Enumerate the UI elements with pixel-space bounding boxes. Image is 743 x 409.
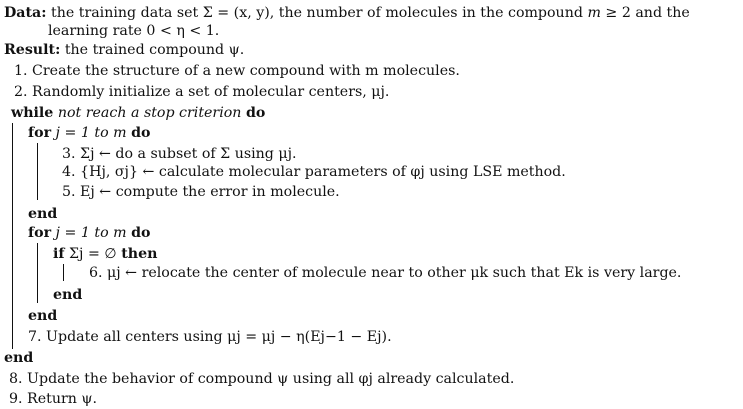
data-text-end: ≥ 2 and the <box>600 5 690 21</box>
result-line <box>4 41 244 59</box>
step-3: 3. Σj ← do a subset of Σ using μj. <box>62 146 297 162</box>
if-line <box>53 245 157 263</box>
step-4: 4. {Hj, σj} ← calculate molecular parameters of φj using LSE method. <box>62 164 566 180</box>
while-keyword: while <box>11 105 54 121</box>
while-condition: not reach a stop criterion <box>53 105 246 121</box>
step-6: 6. μj ← relocate the center of molecule near to other μk such that Ek is very large. <box>89 265 682 281</box>
step-2: 2. Randomly initialize a set of molecular centers, μj. <box>14 84 390 100</box>
if-keyword: if <box>53 246 65 262</box>
for-loop-2 <box>28 224 151 242</box>
if-scope-bar <box>63 264 64 281</box>
end-if: end <box>53 287 83 303</box>
if-condition: Σj = ∅ <box>64 246 122 262</box>
result-keyword: Result: <box>4 42 61 58</box>
for-1-scope-bar <box>37 143 38 200</box>
while-scope-bar <box>12 123 13 349</box>
end-for-2: end <box>28 308 58 324</box>
data-keyword: Data: <box>4 5 47 21</box>
for-do-keyword-2: do <box>131 225 151 241</box>
then-keyword: then <box>121 246 158 262</box>
step-8: 8. Update the behavior of compound ψ using all φj already calculated. <box>9 371 515 387</box>
for-keyword-2: for <box>28 225 52 241</box>
step-1: 1. Create the structure of a new compound with m molecules. <box>14 63 460 79</box>
end-while: end <box>4 350 34 366</box>
for-2-scope-bar <box>37 243 38 303</box>
while-do-keyword: do <box>245 105 266 121</box>
for-range-2: j = 1 to m <box>51 225 132 241</box>
data-line-continuation: learning rate 0 < η < 1. <box>48 23 220 39</box>
step-5: 5. Ej ← compute the error in molecule. <box>62 184 340 200</box>
for-range-1: j = 1 to m <box>51 125 132 141</box>
data-text: the training data set Σ = (x, y), the number of molecules in the compound <box>46 5 588 21</box>
for-do-keyword-1: do <box>131 125 151 141</box>
step-9: 9. Return ψ. <box>9 391 98 407</box>
data-m: m <box>587 5 601 21</box>
step-7: 7. Update all centers using μj = μj − η(Ej−1 − Ej). <box>28 329 392 345</box>
for-keyword-1: for <box>28 125 52 141</box>
result-text: the trained compound ψ. <box>60 42 245 58</box>
end-for-1: end <box>28 206 58 222</box>
data-line <box>4 4 690 22</box>
for-loop-1 <box>28 124 151 142</box>
while-line <box>11 104 265 122</box>
